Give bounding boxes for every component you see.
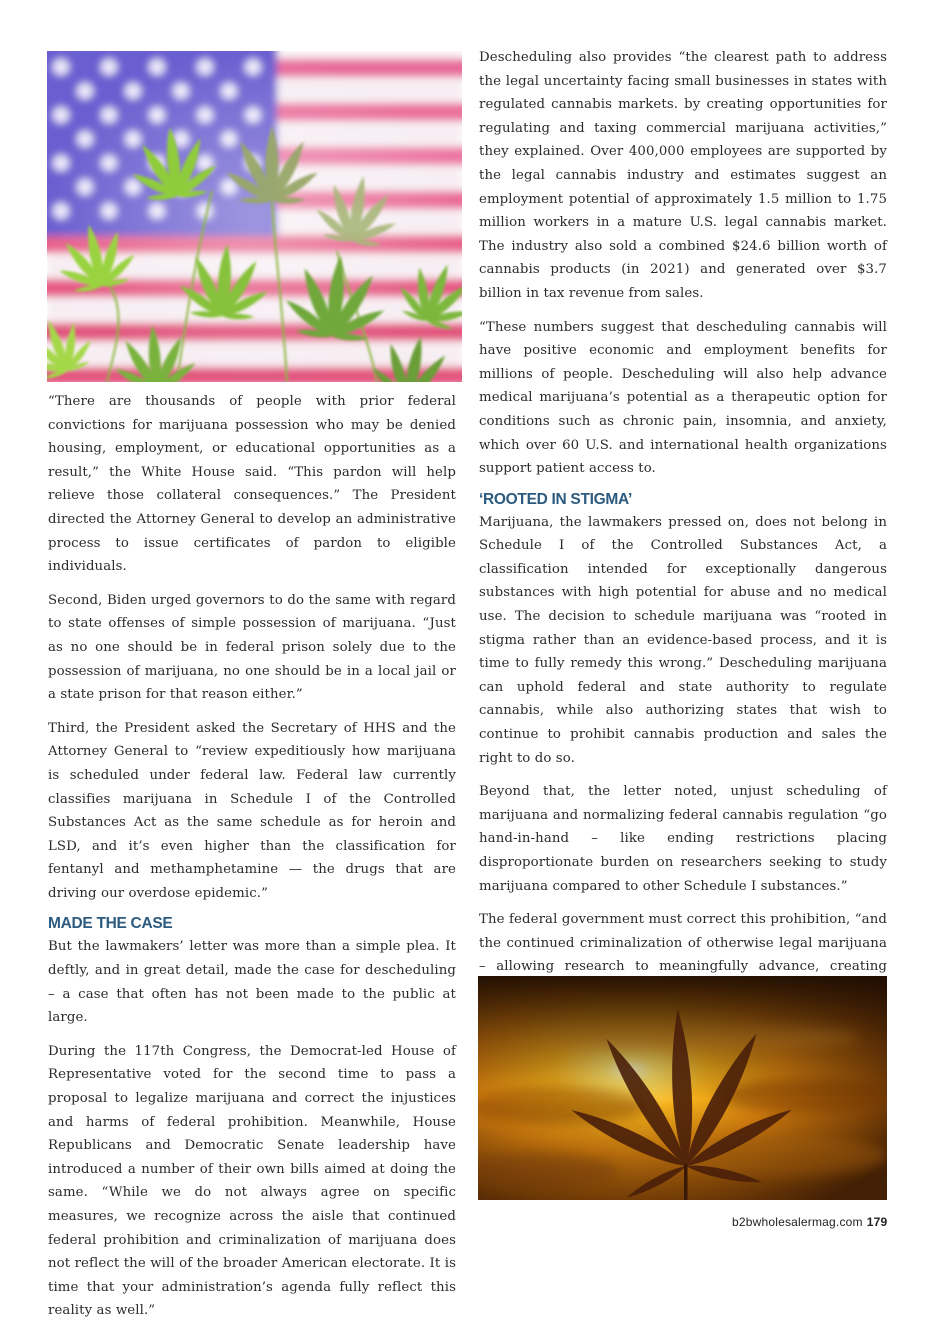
paragraph-governors: Second, Biden urged governors to do the same with regard to state offenses of simple possession of marijuana. “Just as no one should be in federal prison solely due to the possession of marijuana, no one should be in a local jail or a state prison for that reason either.”: [48, 592, 456, 703]
paragraph-117th-congress: During the 117th Congress, the Democrat-led House of Representative voted for the second time to pass a proposal to legalize marijuana and correct the injustices and harms of federal prohibition. Meanwhile, House Republicans and Democratic Senate leadership have introduced a number of their own bills aimed at doing the same. “While we do not always agree on specific measures, we recognize across the aisle that continued federal prohibition and criminalization of marijuana does not reflect the will of the broader American electorate. It is time that your administration’s agenda fully reflect this reality as well.”: [48, 1043, 456, 1319]
cannabis-flag-illustration: [47, 51, 462, 382]
paragraph-lawmakers-letter: But the lawmakers’ letter was more than a simple plea. It deftly, and in great detail, made the case for descheduling – a case that often has not been made to the public at large.: [48, 939, 456, 1026]
cannabis-sunset-photo: [478, 976, 887, 1200]
section-heading-made-the-case: MADE THE CASE: [48, 915, 173, 933]
cannabis-sunset-illustration: [478, 976, 887, 1200]
paragraph-pardon-quote: “There are thousands of people with prior federal convictions for marijuana possession who may be denied housing, employment, or educational opportunities as a result,” the White House said. “This pardon will help relieve those collateral consequences.” The President directed the Attorney General to develop an administrative process to issue certificates of pardon to eligible individuals.: [48, 394, 456, 575]
website-url: b2bwholesalermag.com: [732, 1215, 863, 1229]
paragraph-schedule-i: Marijuana, the lawmakers pressed on, does not belong in Schedule I of the Controlled Substances Act, a classification intended for exceptionally dangerous substances with high potential for abuse and no medical use. The decision to schedule marijuana was “rooted in stigma rather than an evidence-based process, and it is time to fully remedy this wrong.” Descheduling marijuana can uphold federal and state authority to regulate cannabis, while also authorizing states that wish to continue to prohibit cannabis production and sales the right to do so.: [479, 514, 887, 766]
paragraph-hand-in-hand: Beyond that, the letter noted, unjust scheduling of marijuana and normalizing federal cannabis regulation “go hand-in-hand – like ending restrictions placing disproportionate burden on researchers seeking to study marijuana compared to other Schedule I substances.”: [479, 784, 887, 894]
paragraph-descheduling-path: Descheduling also provides “the clearest path to address the legal uncertainty facing small businesses in states with regulated cannabis markets. by creating opportunities for regulating and taxing commercial marijuana activities,” they explained. Over 400,000 employees are supported by the legal cannabis industry and estimates suggest an employment potential of approximately 1.5 million to 1.75 million workers in a mature U.S. legal cannabis market. The industry also sold a combined $24.6 billion worth of cannabis products (in 2021) and generated over $3.7 billion in tax revenue from sales.: [479, 50, 887, 301]
paragraph-federal-correction: The federal government must correct this prohibition, “and the continued criminalization of otherwise legal marijuana – allowing research to meaningfully advance, creating: [479, 912, 887, 975]
left-column: [48, 390, 456, 1323]
paragraph-economic-benefits: “These numbers suggest that descheduling cannabis will have positive economic and employment benefits for millions of people. Descheduling will also help advance medical marijuana’s potential as a therapeutic option for conditions such as chronic pain, insomnia, and anxiety, which over 60 U.S. and international health organizations support patient access to.: [479, 319, 887, 477]
page-footer: [732, 1215, 887, 1229]
section-heading-rooted-in-stigma: ‘ROOTED IN STIGMA’: [479, 490, 633, 508]
right-column: [479, 46, 887, 1050]
paragraph-hhs-review: Third, the President asked the Secretary of HHS and the Attorney General to “review expeditiously how marijuana is scheduled under federal law. Federal law currently classifies marijuana in Schedule I of the Controlled Substances Act as the same schedule as for heroin and LSD, and it’s even higher than the classification for fentanyl and methamphetamine — the drugs that are driving our overdose epidemic.”: [48, 720, 456, 901]
cannabis-flag-photo: [47, 51, 462, 382]
page-number: 179: [866, 1215, 888, 1229]
